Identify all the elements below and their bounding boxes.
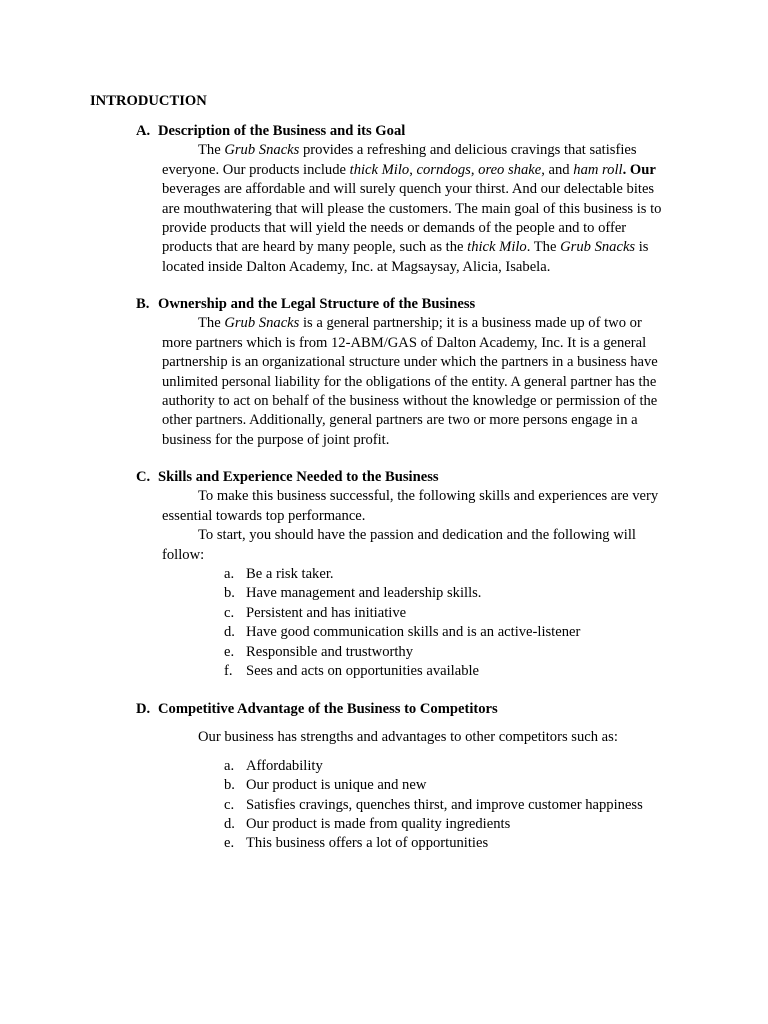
list-item: c. Persistent and has initiative — [224, 604, 407, 621]
paragraph-line: beverages are affordable and will surely quench your thirst. And our delectable bites — [162, 181, 655, 198]
paragraph-line: are mouthwatering that will please the customers. The main goal of this business is to — [162, 200, 662, 217]
list-item: b. Have management and leadership skills. — [224, 585, 482, 602]
section-heading-text: Description of the Business and its Goal — [158, 123, 406, 139]
paragraph-line: unlimited personal liability for the obligations of the entity. A general partner has the — [162, 373, 657, 390]
section-letter: C. — [136, 469, 151, 485]
paragraph-line: more partners which is from 12-ABM/GAS of Dalton Academy, Inc. It is a general — [162, 334, 647, 351]
list-item: c. Satisfies cravings, quenches thirst, and improve customer happiness — [224, 796, 643, 813]
section-heading-text: Competitive Advantage of the Business to Competitors — [158, 701, 498, 717]
section-body — [162, 314, 681, 450]
section-heading-text: Skills and Experience Needed to the Business — [158, 469, 439, 485]
section-body — [162, 487, 681, 681]
list-item: d. Have good communication skills and is an active-listener — [224, 624, 581, 641]
section-heading — [136, 468, 681, 487]
paragraph-line: located inside Dalton Academy, Inc. at Magsaysay, Alicia, Isabela. — [162, 258, 551, 275]
paragraph-line: everyone. Our products include thick Milo, corndogs, oreo shake, and ham roll. Our — [162, 161, 656, 178]
section-description — [136, 122, 681, 277]
paragraph-line: To make this business successful, the following skills and experiences are very — [198, 488, 659, 505]
paragraph-line: follow: — [162, 546, 205, 563]
list-item: a. Be a risk taker. — [224, 566, 334, 583]
section-skills — [136, 468, 681, 681]
list-item: b. Our product is unique and new — [224, 777, 427, 794]
skills-list — [224, 565, 681, 681]
section-letter: A. — [136, 123, 151, 139]
paragraph-line: products that are heard by many people, such as the thick Milo. The Grub Snacks is — [162, 239, 649, 256]
document-title: INTRODUCTION — [90, 93, 207, 109]
section-letter: B. — [136, 296, 150, 312]
paragraph-line: other partners. Additionally, general partners are two or more persons engage in a — [162, 412, 638, 429]
list-item: e. Responsible and trustworthy — [224, 643, 414, 660]
section-body — [162, 719, 681, 853]
paragraph-line: partnership is an organizational structure under which the partners in a business have — [162, 354, 658, 371]
paragraph-line: business for the purpose of joint profit. — [162, 431, 390, 448]
section-heading-text: Ownership and the Legal Structure of the Business — [158, 296, 476, 312]
paragraph-line: essential towards top performance. — [162, 507, 366, 524]
section-competitive-advantage — [136, 700, 681, 854]
section-body — [162, 141, 681, 277]
paragraph-line: The Grub Snacks is a general partnership; it is a business made up of two or — [198, 315, 642, 332]
list-item: e. This business offers a lot of opportunities — [224, 835, 489, 852]
paragraph-line: To start, you should have the passion and dedication and the following will — [198, 527, 636, 544]
list-item: d. Our product is made from quality ingredients — [224, 816, 511, 833]
section-letter: D. — [136, 701, 151, 717]
section-heading — [136, 122, 681, 141]
section-ownership — [136, 295, 681, 450]
paragraph-line: Our business has strengths and advantages to other competitors such as: — [198, 729, 618, 746]
section-heading — [136, 700, 681, 719]
paragraph-line: The Grub Snacks provides a refreshing and delicious cravings that satisfies — [198, 142, 637, 159]
list-item: a. Affordability — [224, 757, 323, 774]
advantages-list — [224, 757, 681, 854]
section-heading — [136, 295, 681, 314]
paragraph-line: provide products that will yield the needs or demands of the people and to offer — [162, 220, 627, 237]
paragraph-line: authority to act on behalf of the business without the knowledge or permission of the — [162, 393, 658, 410]
list-item: f. Sees and acts on opportunities available — [224, 663, 480, 680]
